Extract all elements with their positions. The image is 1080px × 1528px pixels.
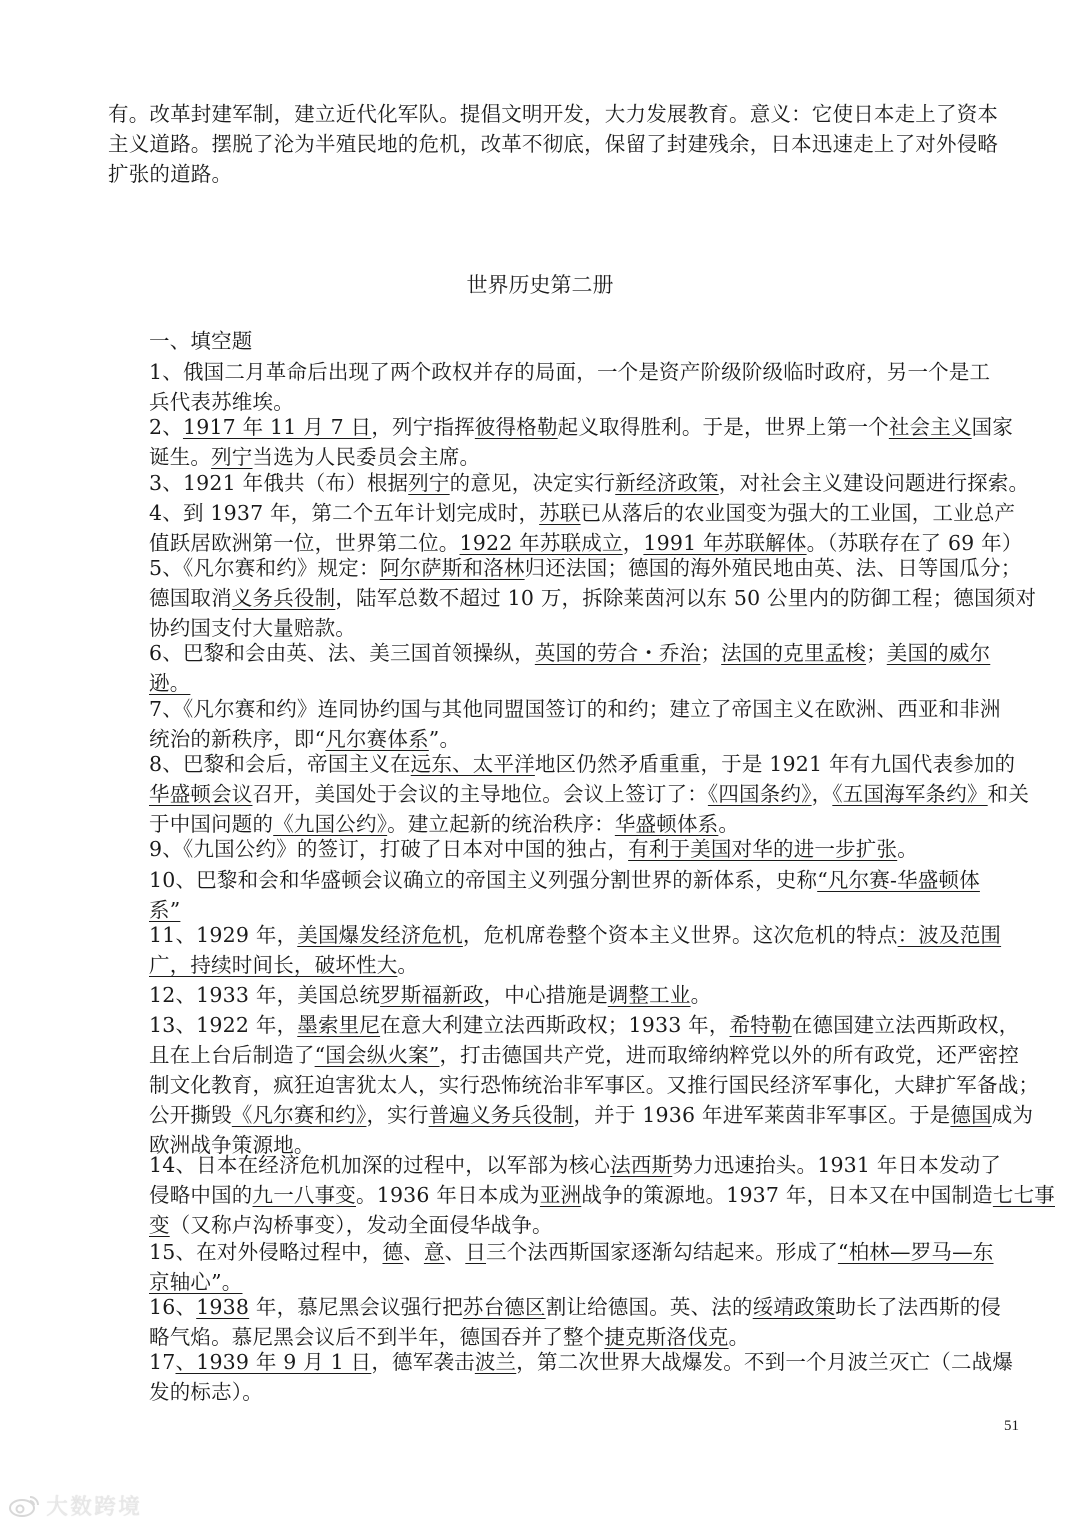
question-text: 公开撕毁 xyxy=(149,1103,232,1127)
question-text: 发的标志）。 xyxy=(149,1380,263,1404)
question-text: 10、巴黎和会和华盛顿会议确立的帝国主义列强分割世界的新体系，史称 xyxy=(149,868,818,892)
intro-paragraph xyxy=(108,99,1030,189)
question-item xyxy=(108,865,1030,925)
question-text: 、 xyxy=(403,1240,424,1264)
question-text: 。 xyxy=(690,983,712,1007)
question-line xyxy=(108,749,1030,779)
question-text: 成为 xyxy=(991,1103,1034,1127)
answer-blank: 罗斯福新政 xyxy=(380,983,484,1007)
question-text: 。1936 年日本成为 xyxy=(356,1183,540,1207)
question-text: ，危机席卷整个资本主义世界。这次危机的特点 xyxy=(462,923,898,947)
question-text: 、 xyxy=(444,1240,466,1264)
question-text: 9、《九国公约》的签订，打破了日本对中国的独占， xyxy=(149,837,629,861)
question-line xyxy=(108,1210,1030,1240)
answer-blank: 法国的克里孟梭 xyxy=(721,641,867,665)
answer-blank: 《四国条约》 xyxy=(707,782,812,806)
answer-blank: 德 xyxy=(382,1240,404,1264)
question-text: 略气焰。慕尼黑会议后不到半年，德国吞并了整个 xyxy=(149,1325,605,1349)
question-item xyxy=(108,694,1030,754)
question-item xyxy=(108,498,1030,558)
question-text: 和关 xyxy=(987,782,1030,806)
question-text: 助长了法西斯的侵 xyxy=(835,1295,1002,1319)
question-text: ， xyxy=(622,531,644,555)
question-text: ； xyxy=(866,641,887,665)
question-item xyxy=(108,412,1030,472)
answer-blank: 波兰 xyxy=(474,1350,517,1374)
answer-blank: 亚洲 xyxy=(539,1183,582,1207)
answer-blank: 英国的劳合・乔治 xyxy=(534,641,701,665)
question-item xyxy=(108,357,1030,417)
question-line xyxy=(108,920,1030,950)
question-text: 在德国建立法西斯政权， xyxy=(791,1013,1020,1037)
question-line xyxy=(108,1100,1034,1130)
intro-line: 有。改革封建军制，建立近代化军队。提倡文明开发，大力发展教育。意义：它使日本走上了资本 xyxy=(108,102,999,126)
question-text: 三个法西斯国家逐渐勾结起来。形成了 xyxy=(486,1240,838,1264)
question-line xyxy=(108,694,1030,724)
answer-blank: 有利于美国对华的进一步扩张 xyxy=(628,837,898,861)
answer-blank: 华盛顿会议 xyxy=(149,782,253,806)
question-text: ，第二次世界大战爆发。不到一个月波兰灭亡（二战爆 xyxy=(516,1350,1014,1374)
question-item xyxy=(108,749,1030,839)
answer-blank: 新经济政策 xyxy=(615,471,719,495)
question-item xyxy=(108,553,1037,643)
question-text: 。（苏联存在了 69 年） xyxy=(806,531,1023,555)
answer-blank: 远东、太平洋 xyxy=(410,752,535,776)
answer-blank: 《五国海军条约》 xyxy=(832,782,988,806)
question-text: 国家 xyxy=(971,415,1014,439)
question-line xyxy=(108,865,1030,895)
answer-blank: 华盛顿体系 xyxy=(614,812,719,836)
intro-line: 扩张的道路。 xyxy=(108,162,233,186)
question-line xyxy=(108,553,1030,583)
question-text: 制文化教育，疯狂迫害犹太人，实行恐怖统治非军事区。又推行国民经济军事化，大肆扩军备战； xyxy=(149,1073,1040,1097)
section-heading: 一、填空题 xyxy=(149,329,253,353)
question-text: 1、俄国二月革命后出现了两个政权并存的局面，一个是资产阶级阶级临时政府，另一个是工 xyxy=(149,360,991,384)
question-text: 诞生。 xyxy=(149,445,212,469)
question-text: 7、《凡尔赛和约》连同协约国与其他同盟国签订的和约；建立了帝国主义在欧洲、西亚和非洲 xyxy=(149,697,1001,721)
question-text: 归还法国；德国的海外殖民地由英、法、日等国瓜分； xyxy=(524,556,1022,580)
question-line xyxy=(108,950,1030,980)
question-text: 欧洲战争策源地。 xyxy=(149,1133,315,1157)
answer-blank: 1991 年苏联解体 xyxy=(643,531,807,555)
answer-blank: “凡尔赛-华盛顿体 xyxy=(817,868,980,892)
question-text: 起义取得胜利。于是，世界上第一个 xyxy=(557,415,889,439)
answer-blank: 列宁 xyxy=(211,445,253,469)
question-item xyxy=(108,1237,1030,1297)
answer-blank: 社会主义 xyxy=(888,415,972,439)
question-line xyxy=(108,1377,1030,1407)
question-text: 。建立起新的统治秩序： xyxy=(387,812,615,836)
question-text: ， xyxy=(811,782,833,806)
answer-blank: 阿尔萨斯和洛林 xyxy=(379,556,525,580)
answer-blank: 美国的威尔 xyxy=(886,641,991,665)
question-text: 势力迅速抬头。1931 年日本发动了 xyxy=(672,1153,1002,1177)
answer-blank: 列宁 xyxy=(408,471,450,495)
question-item xyxy=(108,638,1030,698)
answer-blank: 1938 xyxy=(196,1295,250,1319)
question-text: 德国取消 xyxy=(149,586,232,610)
question-line xyxy=(108,980,1030,1010)
question-text: 13、1922 年， xyxy=(149,1013,298,1037)
question-text: ，对社会主义建设问题进行探索。 xyxy=(718,471,1030,495)
question-text: 14、日本在经济危机加深的过程中，以军部为核心 xyxy=(149,1153,611,1177)
question-item xyxy=(108,1010,1040,1160)
question-line xyxy=(108,357,1030,387)
question-text: 6、巴黎和会由英、法、美三国首领操纵， xyxy=(149,641,535,665)
answer-blank: 意 xyxy=(423,1240,445,1264)
answer-blank: 彼得格勒 xyxy=(474,415,558,439)
answer-blank: 凡尔赛体系 xyxy=(325,727,429,751)
answer-blank: ：波及范围 xyxy=(897,923,1002,947)
question-line xyxy=(108,583,1037,613)
answer-blank: 逊。 xyxy=(149,671,191,695)
question-text: 且在上台后制造了 xyxy=(149,1043,315,1067)
question-text: 侵略中国的 xyxy=(149,1183,253,1207)
answer-blank: 义务兵役制 xyxy=(231,586,336,610)
answer-blank: 绥靖政策 xyxy=(752,1295,836,1319)
question-text: ，实行 xyxy=(366,1103,429,1127)
watermark xyxy=(8,1490,142,1521)
question-text: 2、 xyxy=(149,415,183,439)
question-line xyxy=(108,1347,1030,1377)
question-text: 战争的策源地。1937 年，日本又在中国制造 xyxy=(581,1183,993,1207)
question-line xyxy=(108,1180,1055,1210)
answer-blank: 《九国公约》 xyxy=(273,812,388,836)
question-text: 在意大利建立法西斯政权；1933 年， xyxy=(380,1013,730,1037)
question-text: 召开，美国处于会议的主导地位。会议上签订了： xyxy=(252,782,708,806)
answer-blank: 法西斯 xyxy=(610,1153,673,1177)
question-line xyxy=(108,1070,1040,1100)
question-item xyxy=(108,1347,1030,1407)
answer-blank: 捷克斯洛伐克 xyxy=(604,1325,729,1349)
question-text: 协约国支付大量赔款。 xyxy=(149,616,356,640)
question-text: 。 xyxy=(728,1325,750,1349)
question-line xyxy=(108,412,1030,442)
question-line xyxy=(108,1010,1030,1040)
answer-blank: 苏联 xyxy=(539,501,581,525)
answer-blank: 1917 年 11 月 7 日 xyxy=(182,415,372,439)
answer-blank: 七七事 xyxy=(992,1183,1055,1207)
question-text: ，德军袭击 xyxy=(371,1350,475,1374)
question-text: 的意见，决定实行 xyxy=(449,471,616,495)
question-item xyxy=(108,1292,1030,1352)
answer-blank: 日 xyxy=(465,1240,487,1264)
answer-blank: 调整工业 xyxy=(607,983,691,1007)
question-item xyxy=(108,834,1030,864)
answer-blank: 德国 xyxy=(950,1103,992,1127)
question-text: 已从落后的农业国变为强大的工业国，工业总产 xyxy=(580,501,1016,525)
question-text: 当选为人民委员会主席。 xyxy=(252,445,481,469)
question-text: 年，慕尼黑会议强行把 xyxy=(249,1295,463,1319)
question-line xyxy=(108,1150,1030,1180)
question-text: 17 xyxy=(149,1350,176,1374)
page-number: 51 xyxy=(1004,1418,1019,1434)
question-line xyxy=(108,468,1030,498)
question-text: 。 xyxy=(397,953,419,977)
question-line xyxy=(108,779,1030,809)
question-text: 5、《凡尔赛和约》规定： xyxy=(149,556,380,580)
question-text: 12、1933 年，美国总统 xyxy=(149,983,381,1007)
watermark-text: 大数跨境 xyxy=(46,1495,143,1520)
question-text: ，陆军总数不超过 10 万，拆除莱茵河以东 50 公里内的防御工程；德国须对 xyxy=(335,586,1037,610)
question-text: 4、到 1937 年，第二个五年计划完成时， xyxy=(149,501,540,525)
answer-blank: 1922 年苏联成立 xyxy=(459,531,623,555)
question-text: 割让给德国。英、法的 xyxy=(545,1295,753,1319)
question-text: 。 xyxy=(897,837,918,861)
question-text: 。 xyxy=(718,812,740,836)
question-line xyxy=(108,834,1030,864)
answer-blank: 美国爆发经济危机 xyxy=(297,923,463,947)
question-line xyxy=(108,1040,1030,1070)
question-line xyxy=(108,638,1030,668)
question-item xyxy=(108,980,1030,1010)
answer-blank: “柏林—罗马—东 xyxy=(837,1240,994,1264)
question-text: ，列宁指挥 xyxy=(371,415,475,439)
question-item xyxy=(108,1150,1055,1240)
page-title: 世界历史第二册 xyxy=(466,273,614,297)
question-line xyxy=(108,1237,1030,1267)
answer-blank: 九一八事变 xyxy=(252,1183,356,1207)
answer-blank: 变 xyxy=(149,1213,170,1237)
question-text: （又称卢沟桥事变），发动全面侵华战争。 xyxy=(169,1213,553,1237)
question-text: 11、1929 年， xyxy=(149,923,298,947)
weibo-logo-icon xyxy=(8,1493,42,1519)
answer-blank: 墨索里尼 xyxy=(297,1013,381,1037)
question-line xyxy=(108,1292,1030,1322)
question-text: 8、巴黎和会后，帝国主义在 xyxy=(149,752,411,776)
question-text: ； xyxy=(700,641,722,665)
answer-blank: 京轴心”。 xyxy=(149,1270,243,1294)
question-text: 16、 xyxy=(149,1295,197,1319)
question-text: ，中心措施是 xyxy=(483,983,608,1007)
question-text: ”。 xyxy=(428,727,461,751)
answer-blank: 普遍义务兵役制 xyxy=(428,1103,574,1127)
question-text: 兵代表苏维埃。 xyxy=(149,390,294,414)
answer-blank: 广，持续时间长，破坏性大 xyxy=(149,953,398,977)
question-text: 3、1921 年俄共（布）根据 xyxy=(149,471,409,495)
question-text: 统治的新秩序，即“ xyxy=(149,727,326,751)
answer-blank: “国会纵火案” xyxy=(314,1043,440,1067)
question-text: 地区仍然矛盾重重，于是 1921 年有九国代表参加的 xyxy=(534,752,1016,776)
question-item xyxy=(108,468,1030,498)
question-text: 于中国问题的 xyxy=(149,812,274,836)
answer-blank: 希特勒 xyxy=(729,1013,792,1037)
question-item xyxy=(108,920,1030,980)
question-text: ，并于 1936 年进军莱茵非军事区。于是 xyxy=(573,1103,951,1127)
answer-blank: 、1939 年 9 月 1 日 xyxy=(175,1350,372,1374)
question-text: 15、在对外侵略过程中， xyxy=(149,1240,383,1264)
question-text: 值跃居欧洲第一位，世界第二位。 xyxy=(149,531,460,555)
answer-blank: 系” xyxy=(149,898,181,922)
intro-line: 主义道路。摆脱了沦为半殖民地的危机，改革不彻底，保留了封建残余，日本迅速走上了对外侵略 xyxy=(108,132,999,156)
question-line xyxy=(108,498,1030,528)
answer-blank: 《凡尔赛和约》 xyxy=(231,1103,367,1127)
question-text: ，打击德国共产党，进而取缔纳粹党以外的所有政党，还严密控 xyxy=(439,1043,1020,1067)
answer-blank: 苏台德区 xyxy=(462,1295,546,1319)
